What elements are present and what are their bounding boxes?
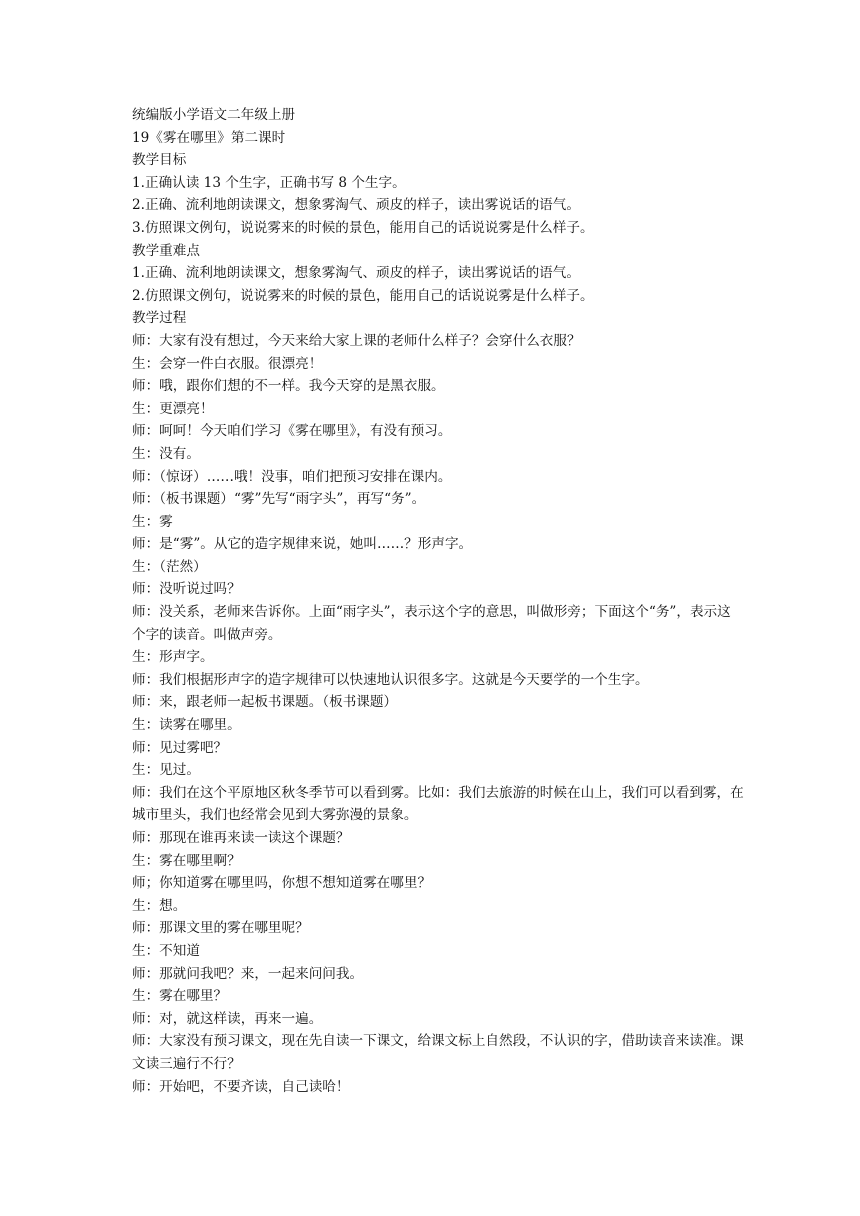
dialogue-line: 生：见过。 [132, 762, 200, 779]
key-point-item: 1.正确、流利地朗读课文，想象雾淘气、顽皮的样子，读出雾说话的语气。 [132, 265, 580, 282]
dialogue-line: 生：（茫然） [132, 558, 207, 575]
dialogue-line: 师：（板书课题）“雾”先写“雨字头”，再写“务”。 [132, 491, 426, 508]
key-points-heading: 教学重难点 [132, 242, 200, 259]
dialogue-line: 师：哦，跟你们想的不一样。我今天穿的是黑衣服。 [132, 378, 445, 395]
goal-item: 1.正确认读 13 个生字，正确书写 8 个生字。 [132, 174, 406, 191]
dialogue-line: 师：是“雾”。从它的造字规律来说，她叫……？形声字。 [132, 536, 473, 553]
dialogue-line: 师：那现在谁再来读一读这个课题？ [132, 830, 350, 846]
dialogue-line: 生：不知道 [132, 942, 200, 959]
dialogue-line: 师：开始吧，不要齐读，自己读哈！ [132, 1078, 350, 1095]
dialogue-line: 生：雾 [132, 513, 173, 530]
dialogue-line: 生：形声字。 [132, 649, 214, 666]
dialogue-line: 生：没有。 [132, 445, 200, 462]
dialogue-line: 师：大家没有预习课文，现在先自读一下课文，给课文标上自然段，不认识的字，借助读音来读准。课文读三遍行不行？ [132, 1033, 744, 1072]
goal-item: 3.仿照课文例句，说说雾来的时候的景色，能用自己的话说说雾是什么样子。 [132, 219, 594, 236]
dialogue-line: 师：见过雾吧？ [132, 739, 228, 756]
process-heading: 教学过程 [132, 310, 187, 327]
goal-item: 2.正确、流利地朗读课文，想象雾淘气、顽皮的样子，读出雾说话的语气。 [132, 197, 580, 214]
dialogue-line: 师：那课文里的雾在哪里呢？ [132, 920, 309, 937]
goals-heading: 教学目标 [132, 152, 187, 169]
textbook-title: 统编版小学语文二年级上册 [132, 107, 296, 123]
key-point-item: 2.仿照课文例句，说说雾来的时候的景色，能用自己的话说说雾是什么样子。 [132, 287, 594, 304]
dialogue-line: 生：更漂亮！ [132, 400, 214, 417]
dialogue-line: 师：没关系，老师来告诉你。上面“雨字头”，表示这个字的意思，叫做形旁；下面这个“务”，表示这个字的读音。叫做声旁。 [132, 604, 731, 643]
document-page [132, 104, 744, 1098]
dialogue-line: 生：读雾在哪里。 [132, 717, 241, 734]
lesson-title: 19《雾在哪里》第二课时 [132, 129, 286, 146]
dialogue-line: 生：雾在哪里？ [132, 988, 228, 1005]
dialogue-line: 师：呵呵！今天咱们学习《雾在哪里》，有没有预习。 [132, 423, 452, 440]
dialogue-line: 生：会穿一件白衣服。很漂亮！ [132, 355, 323, 372]
dialogue-line: 师：我们在这个平原地区秋冬季节可以看到雾。比如：我们去旅游的时候在山上，我们可以看到雾，在城市里头，我们也经常会见到大雾弥漫的景象。 [132, 784, 744, 824]
dialogue-line: 师：大家有没有想过，今天来给大家上课的老师什么样子？会穿什么衣服？ [132, 332, 581, 349]
dialogue-line: 师：来，跟老师一起板书课题。（板书课题） [132, 694, 398, 711]
dialogue-line: 师：对，就这样读，再来一遍。 [132, 1010, 323, 1027]
dialogue-line: 师：（惊讶）……哦！没事，咱们把预习安排在课内。 [132, 468, 452, 485]
dialogue-line: 师：那就问我吧？来，一起来问问我。 [132, 965, 364, 982]
dialogue-line: 师：我们根据形声字的造字规律可以快速地认识很多字。这就是今天要学的一个生字。 [132, 671, 649, 688]
dialogue-line: 师；你知道雾在哪里吗，你想不想知道雾在哪里？ [132, 875, 432, 892]
dialogue-line: 生：想。 [132, 897, 187, 914]
dialogue-line: 生：雾在哪里啊？ [132, 852, 241, 869]
dialogue-line: 师：没听说过吗？ [132, 581, 241, 598]
